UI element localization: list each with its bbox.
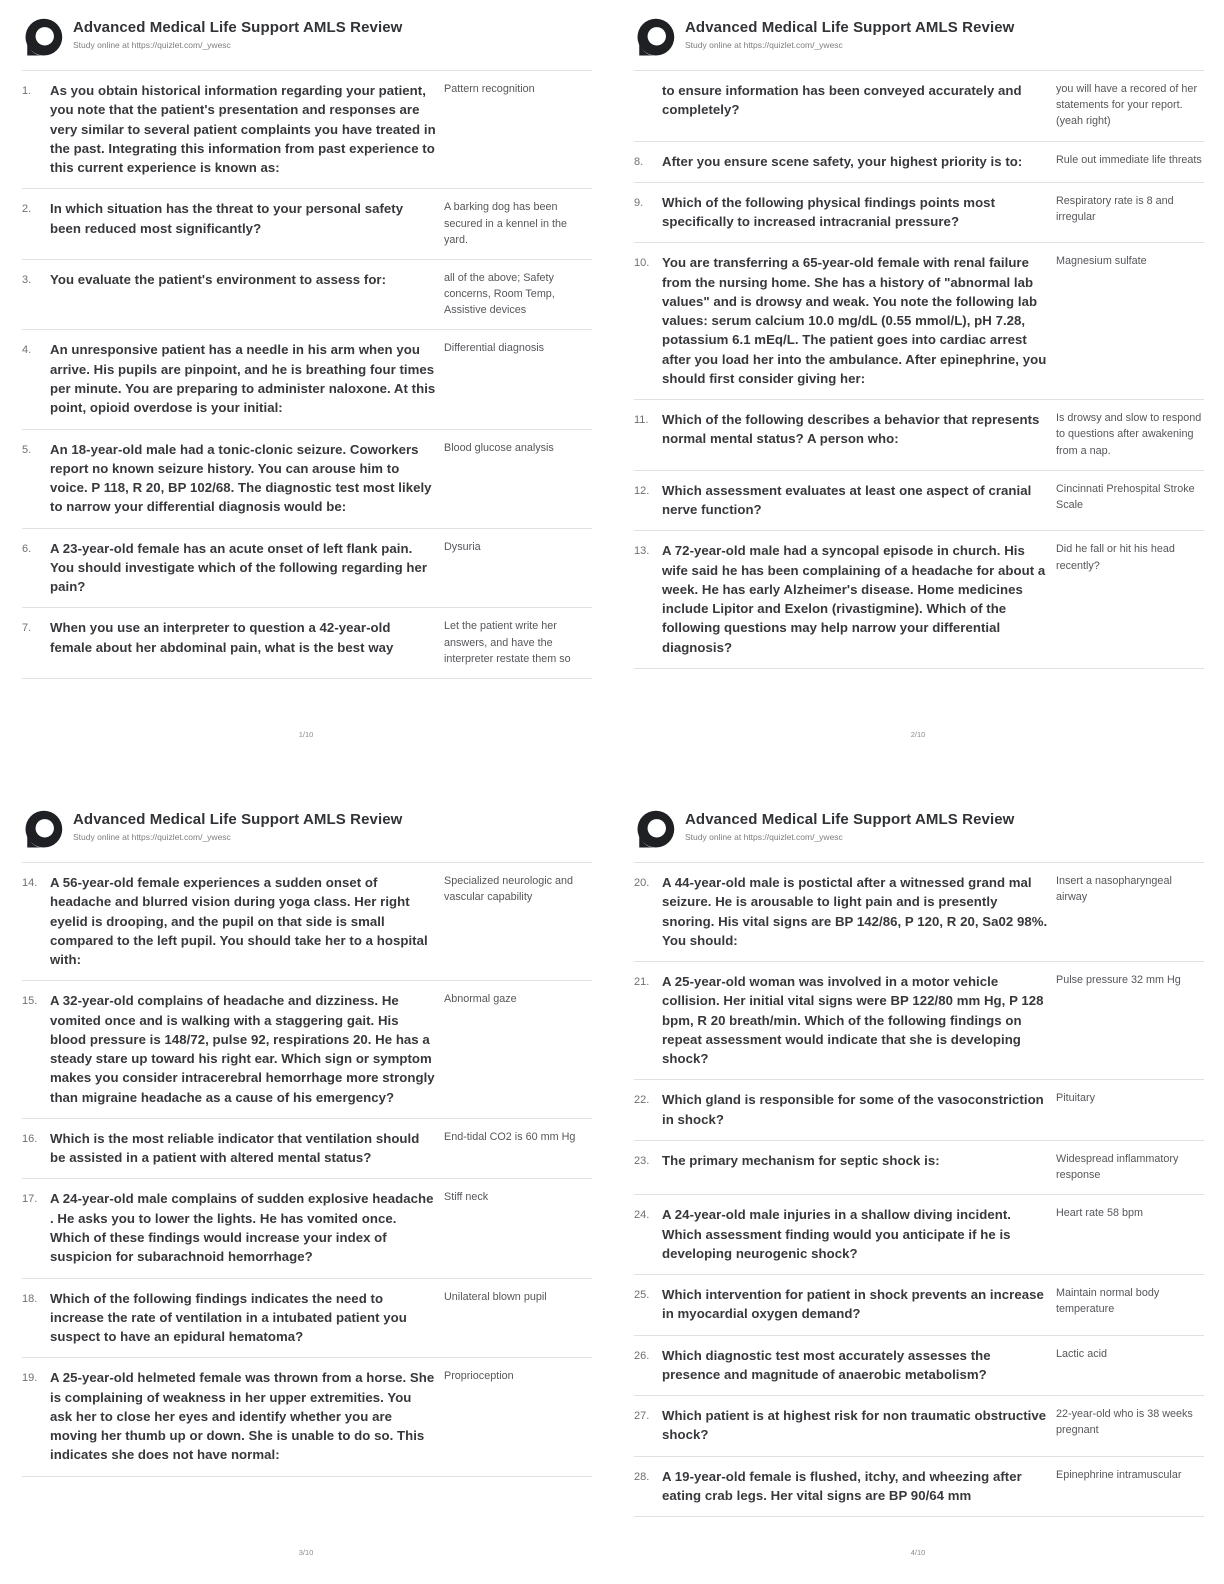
question-text: Which of the following physical findings points most specifically to increased intracranial pressure? [662,194,996,230]
question-number: 11. [634,414,649,427]
question-number: 16. [22,1132,38,1145]
question-number: 8. [634,155,644,168]
answer-text: Magnesium sulfate [1056,255,1147,268]
page-3 [0,792,612,1584]
answer-text: Pituitary [1056,1092,1096,1105]
qa-row [22,1119,592,1180]
doc-subtitle: Study online at https://quizlet.com/_ywesc [685,831,843,842]
title-block [685,808,1014,842]
quizlet-q-icon [22,809,64,856]
qa-row [634,400,1204,471]
question-number: 6. [22,542,32,555]
quizlet-q-icon [634,809,676,856]
question-text: An 18-year-old male had a tonic-clonic seizure. Coworkers report no known seizure history. You can arouse him to voice. P 118, R 20, BP 102/68. The diagnostic test most likely to narrow your differential diagnosis would be: [50,441,432,515]
doc-title: Advanced Medical Life Support AMLS Review [685,19,1015,36]
page-header [22,16,592,71]
qa-row [634,1141,1204,1195]
question-number: 19. [22,1372,38,1385]
question-text: A 25-year-old woman was involved in a motor vehicle collision. Her initial vital signs were BP 122/80 mm Hg, P 128 bpm, R 20 breath/min. Which of the following findings on repeat assessment would indicate that she is developing shock? [662,974,1044,1067]
question-text: A 23-year-old female has an acute onset of left flank pain. You should investigate which of the following regarding her pain? [50,540,428,595]
title-block [685,16,1014,50]
qa-row [22,71,592,189]
page-header [634,16,1204,71]
question-number: 23. [634,1154,650,1167]
qa-row [634,471,1204,532]
question-number: 28. [634,1470,650,1483]
question-text: to ensure information has been conveyed accurately and completely? [662,83,1022,118]
question-number: 15. [22,995,38,1008]
answer-text: Is drowsy and slow to respond to questions after awakening from a nap. [1056,412,1202,457]
answer-text: Rule out immediate life threats [1056,153,1202,166]
qa-row [22,1279,592,1359]
answer-text: Blood glucose analysis [444,441,554,454]
question-text: A 72-year-old male had a syncopal episode in church. His wife said he has been complaining of a headache for about a week. He has early Alzheimer's disease. Home medicines include Lipitor and Exelon (rivastigmine). Which of the following questions may help narrow your differential diagnosis? [662,543,1046,655]
page-1 [0,0,612,792]
page-number: 3/10 [298,1548,314,1557]
question-text: Which intervention for patient in shock prevents an increase in myocardial oxygen demand? [662,1287,1044,1322]
question-number: 20. [634,877,650,889]
question-text: Which of the following findings indicates the need to increase the rate of ventilation in a intubated patient you suspect to have an epidural hematoma? [50,1290,407,1345]
page-number: 4/10 [910,1548,926,1557]
qa-row [22,981,592,1119]
question-number: 18. [22,1292,38,1305]
question-number: 24. [634,1209,650,1222]
answer-text: Lactic acid [1056,1347,1108,1360]
question-text: You evaluate the patient's environment to assess for: [50,271,387,287]
qa-row [22,863,592,981]
answer-text: Maintain normal body temperature [1056,1287,1160,1316]
qa-row [634,1080,1204,1141]
page-number: 1/10 [298,730,314,739]
qa-row [22,430,592,529]
qa-row [22,1179,592,1278]
question-text: A 56-year-old female experiences a sudden onset of headache and blurred vision during yoga class. Her right eyelid is drooping, and the pupil on that side is small compared to the left pupil. You should take her to a hospital with: [50,875,428,968]
answer-text: Respiratory rate is 8 and irregular [1056,194,1174,224]
question-number: 3. [22,273,32,286]
answer-text: Pulse pressure 32 mm Hg [1056,974,1181,987]
question-text: Which assessment evaluates at least one aspect of cranial nerve function? [662,482,1032,518]
answer-text: Specialized neurologic and vascular capability [444,875,574,904]
qa-row [22,260,592,331]
qa-row [634,183,1204,244]
qa-row [634,863,1204,962]
qa-row [634,1336,1204,1397]
qa-row [634,1396,1204,1457]
question-text: An unresponsive patient has a needle in his arm when you arrive. His pupils are pinpoint, and he is breathing four times per minute. You are preparing to administer naloxone. At this point, opioid overdose is your initial: [50,342,436,416]
question-text: A 19-year-old female is flushed, itchy, and wheezing after eating crab legs. Her vital signs are BP 90/64 mm [662,1468,1022,1503]
question-text: The primary mechanism for septic shock is: [662,1152,940,1168]
answer-text: Widespread inflammatory response [1056,1152,1179,1182]
question-text: Which patient is at highest risk for non traumatic obstructive shock? [662,1408,1047,1443]
answer-text: all of the above; Safety concerns, Room Temp, Assistive devices [444,271,555,317]
question-text: You are transferring a 65-year-old female with renal failure from the nursing home. She has a history of "abnormal lab values" and is drowsy and weak. You note the following lab values: serum calcium 10.0 mg/dL (0.55 mmol/L), pH 7.28, potassium 6.1 mEq/L. The patient goes into cardiac arrest after you load her into the ambulance. After epinephrine, you should first consider giving her: [662,255,1047,386]
answer-text: Epinephrine intramuscular [1056,1468,1182,1481]
doc-subtitle: Study online at https://quizlet.com/_ywesc [685,39,843,50]
page-4 [612,792,1224,1584]
question-number: 27. [634,1410,650,1423]
question-text: A 24-year-old male complains of sudden explosive headache . He asks you to lower the lights. He has vomited once. Which of these findings would increase your index of suspicion for subarachnoid hemorrhage? [50,1191,434,1265]
question-number: 21. [634,976,650,989]
page-number: 2/10 [910,730,926,739]
qa-row [22,189,592,260]
answer-text: Proprioception [444,1370,514,1383]
question-text: Which gland is responsible for some of the vasoconstriction in shock? [662,1092,1044,1127]
answer-text: you will have a recored of her statements for your report. (yeah right) [1056,83,1198,128]
question-text: Which diagnostic test most accurately assesses the presence and magnitude of anaerobic metabolism? [662,1347,991,1382]
question-text: As you obtain historical information regarding your patient, you note that the patient's presentation and responses are very similar to several patient complaints you have treated in the past. Integrating this information from past experience to this current experience is known as: [50,83,436,176]
title-block [73,808,402,842]
qa-row [634,962,1204,1080]
question-number: 7. [22,622,32,635]
qa-row [634,1275,1204,1336]
question-number: 4. [22,344,32,357]
quizlet-q-icon [634,17,676,64]
question-number: 1. [22,85,32,97]
page-header [634,808,1204,863]
qa-row [634,71,1204,142]
question-number: 2. [22,203,32,216]
question-number: 14. [22,877,38,889]
question-number: 9. [634,196,644,209]
question-number: 17. [22,1193,38,1206]
question-number: 5. [22,443,32,456]
qa-row [22,1358,592,1476]
doc-title: Advanced Medical Life Support AMLS Review [73,811,403,828]
quizlet-q-icon [22,17,64,64]
question-number: 22. [634,1094,650,1107]
question-number [634,81,656,84]
question-number: 13. [634,545,650,558]
answer-text: Unilateral blown pupil [444,1290,547,1303]
qa-row [634,243,1204,400]
qa-row [634,531,1204,669]
question-number: 26. [634,1349,650,1362]
question-text: A 25-year-old helmeted female was thrown from a horse. She is complaining of weakness in her upper extremities. You ask her to close her eyes and identify whether you are moving her thumb up or down. She is unable to do so. This indicates she does not have normal: [50,1370,435,1463]
page-header [22,808,592,863]
answer-text: End-tidal CO2 is 60 mm Hg [444,1130,576,1143]
doc-title: Advanced Medical Life Support AMLS Review [73,19,403,36]
answer-text: Insert a nasopharyngeal airway [1056,875,1172,904]
answer-text: Abnormal gaze [444,993,517,1006]
qa-row [634,1195,1204,1275]
answer-text: Did he fall or hit his head recently? [1056,543,1175,572]
doc-subtitle: Study online at https://quizlet.com/_ywesc [73,831,231,842]
doc-title: Advanced Medical Life Support AMLS Review [685,811,1015,828]
answer-text: Heart rate 58 bpm [1056,1207,1144,1220]
doc-subtitle: Study online at https://quizlet.com/_ywesc [73,39,231,50]
question-number: 12. [634,484,650,497]
question-number: 25. [634,1289,650,1302]
qa-row [634,142,1204,183]
title-block [73,16,402,50]
qa-row [22,330,592,429]
question-text: Which of the following describes a behavior that represents normal mental status? A person who: [662,412,1040,447]
answer-text: Dysuria [444,540,481,553]
answer-text: Cincinnati Prehospital Stroke Scale [1056,482,1195,511]
question-text: Which is the most reliable indicator that ventilation should be assisted in a patient with altered mental status? [50,1130,420,1166]
question-text: A 24-year-old male injuries in a shallow diving incident. Which assessment finding would you anticipate if he is developing neurogenic shock? [662,1207,1011,1261]
answer-text: Differential diagnosis [444,342,545,355]
answer-text: Stiff neck [444,1191,489,1204]
qa-row [634,1457,1204,1518]
page-2 [612,0,1224,792]
question-text: A 32-year-old complains of headache and dizziness. He vomited once and is walking with a staggering gait. His blood pressure is 148/72, pulse 92, respirations 20. He has a steady stare up toward his right ear. Which sign or symptom makes you consider intracerebral hemorrhage more strongly than migraine headache as a cause of his emergency? [50,993,435,1105]
answer-text: Pattern recognition [444,83,535,95]
qa-row [22,529,592,609]
answer-text: Let the patient write her answers, and have the interpreter restate them so [444,620,571,665]
question-text: When you use an interpreter to question a 42-year-old female about her abdominal pain, what is the best way [50,620,394,655]
question-text: In which situation has the threat to your personal safety been reduced most significantly? [50,201,404,236]
qa-row [22,608,592,679]
answer-text: 22-year-old who is 38 weeks pregnant [1056,1408,1193,1437]
question-text: A 44-year-old male is postictal after a witnessed grand mal seizure. He is arousable to light pain and is presently snoring. His vital signs are BP 142/86, P 120, R 20, Sa02 98%. You should: [662,875,1048,948]
answer-text: A barking dog has been secured in a kennel in the yard. [444,201,568,246]
question-number: 10. [634,257,650,270]
question-text: After you ensure scene safety, your highest priority is to: [662,153,1023,169]
